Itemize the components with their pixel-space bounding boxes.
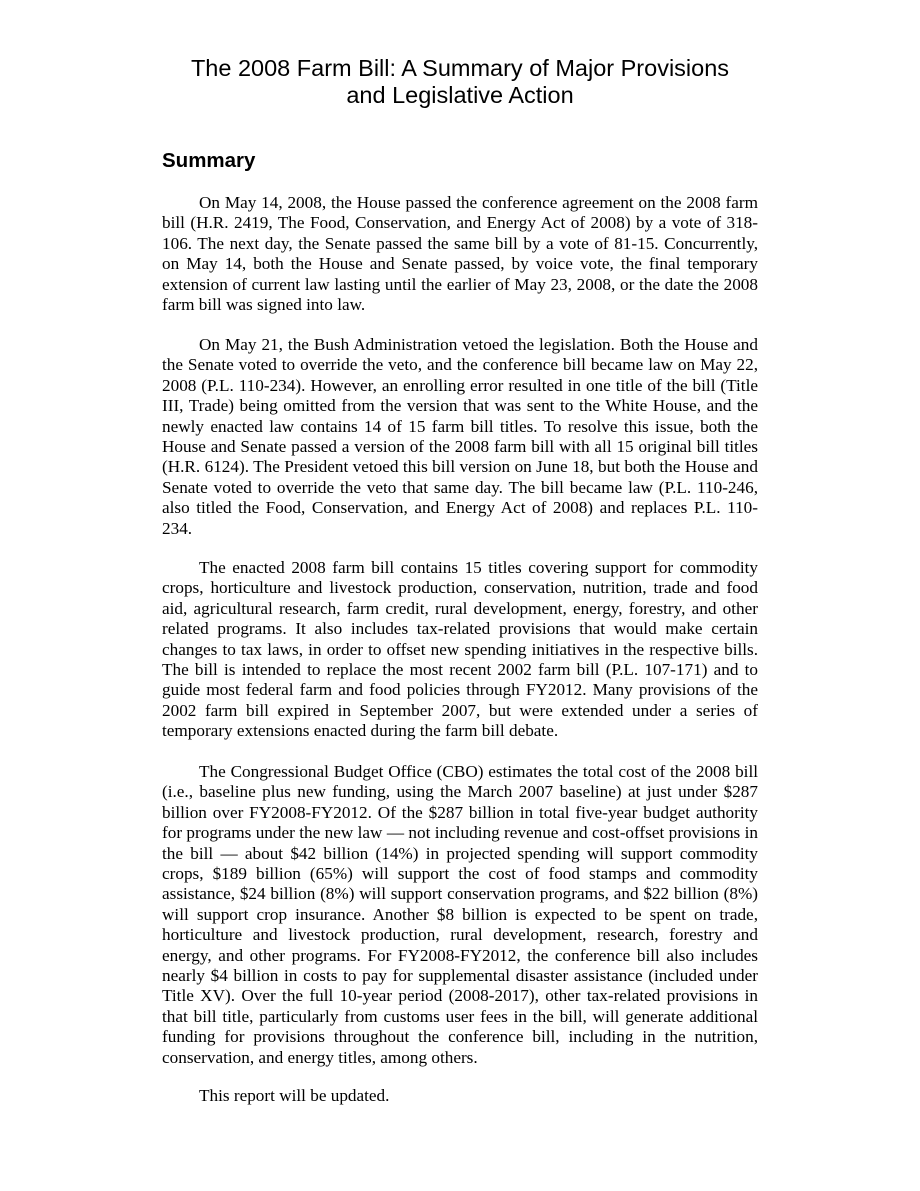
summary-paragraph-2: On May 21, the Bush Administration vetoed the legislation. Both the House and the Senate voted to override the veto, and the conference bill became law on May 22, 2008 (P.L. 110-234). However, an enrolling error resulted in one title of the bill (Title III, Trade) being omitted from the version that was sent to the White House, and the newly enacted law contains 14 of 15 farm bill titles. To resolve this issue, both the House and Senate passed a version of the 2008 farm bill with all 15 original bill titles (H.R. 6124). The President vetoed this bill version on June 18, but both the House and Senate voted to override the veto that same day. The bill became law (P.L. 110-246, also titled the Food, Conservation, and Energy Act of 2008) and replaces P.L. 110-234. <box>162 335 758 538</box>
document-title-line-1: The 2008 Farm Bill: A Summary of Major Provisions <box>190 55 730 81</box>
document-title-line-2: and Legislative Action <box>346 82 574 108</box>
summary-paragraph-4: The Congressional Budget Office (CBO) estimates the total cost of the 2008 bill (i.e., baseline plus new funding, using the March 2007 baseline) at just under $287 billion over FY2008-FY2012. Of the $287 billion in total five-year budget authority for programs under the new law — not including revenue and cost-offset provisions in the bill — about $42 billion (14%) in projected spending will support commodity crops, $189 billion (65%) will support the cost of food stamps and commodity assistance, $24 billion (8%) will support conservation programs, and $22 billion (8%) will support crop insurance. Another $8 billion is expected to be spent on trade, horticulture and livestock production, rural development, research, forestry and energy, and other programs. For FY2008-FY2012, the conference bill also includes nearly $4 billion in costs to pay for supplemental disaster assistance (included under Title XV). Over the full 10-year period (2008-2017), other tax-related provisions in that bill title, particularly from customs user fees in the bill, will generate additional funding for provisions throughout the conference bill, including in the nutrition, conservation, and energy titles, among others. <box>162 762 758 1067</box>
summary-paragraph-1: On May 14, 2008, the House passed the conference agreement on the 2008 farm bill (H.R. 2419, The Food, Conservation, and Energy Act of 2008) by a vote of 318-106. The next day, the Senate passed the same bill by a vote of 81-15. Concurrently, on May 14, both the House and Senate passed, by voice vote, the final temporary extension of current law lasting until the earlier of May 23, 2008, or the date the 2008 farm bill was signed into law. <box>162 193 758 315</box>
summary-paragraph-5: This report will be updated. <box>199 1086 390 1105</box>
summary-paragraph-3: The enacted 2008 farm bill contains 15 titles covering support for commodity crops, horticulture and livestock production, conservation, nutrition, trade and food aid, agricultural research, farm credit, rural development, energy, forestry, and other related programs. It also includes tax-related provisions that would make certain changes to tax laws, in order to offset new spending initiatives in the respective bills. The bill is intended to replace the most recent 2002 farm bill (P.L. 107-171) and to guide most federal farm and food policies through FY2012. Many provisions of the 2002 farm bill expired in September 2007, but were extended under a series of temporary extensions enacted during the farm bill debate. <box>162 558 758 741</box>
section-heading-summary: Summary <box>162 149 256 172</box>
document-title <box>162 55 758 109</box>
